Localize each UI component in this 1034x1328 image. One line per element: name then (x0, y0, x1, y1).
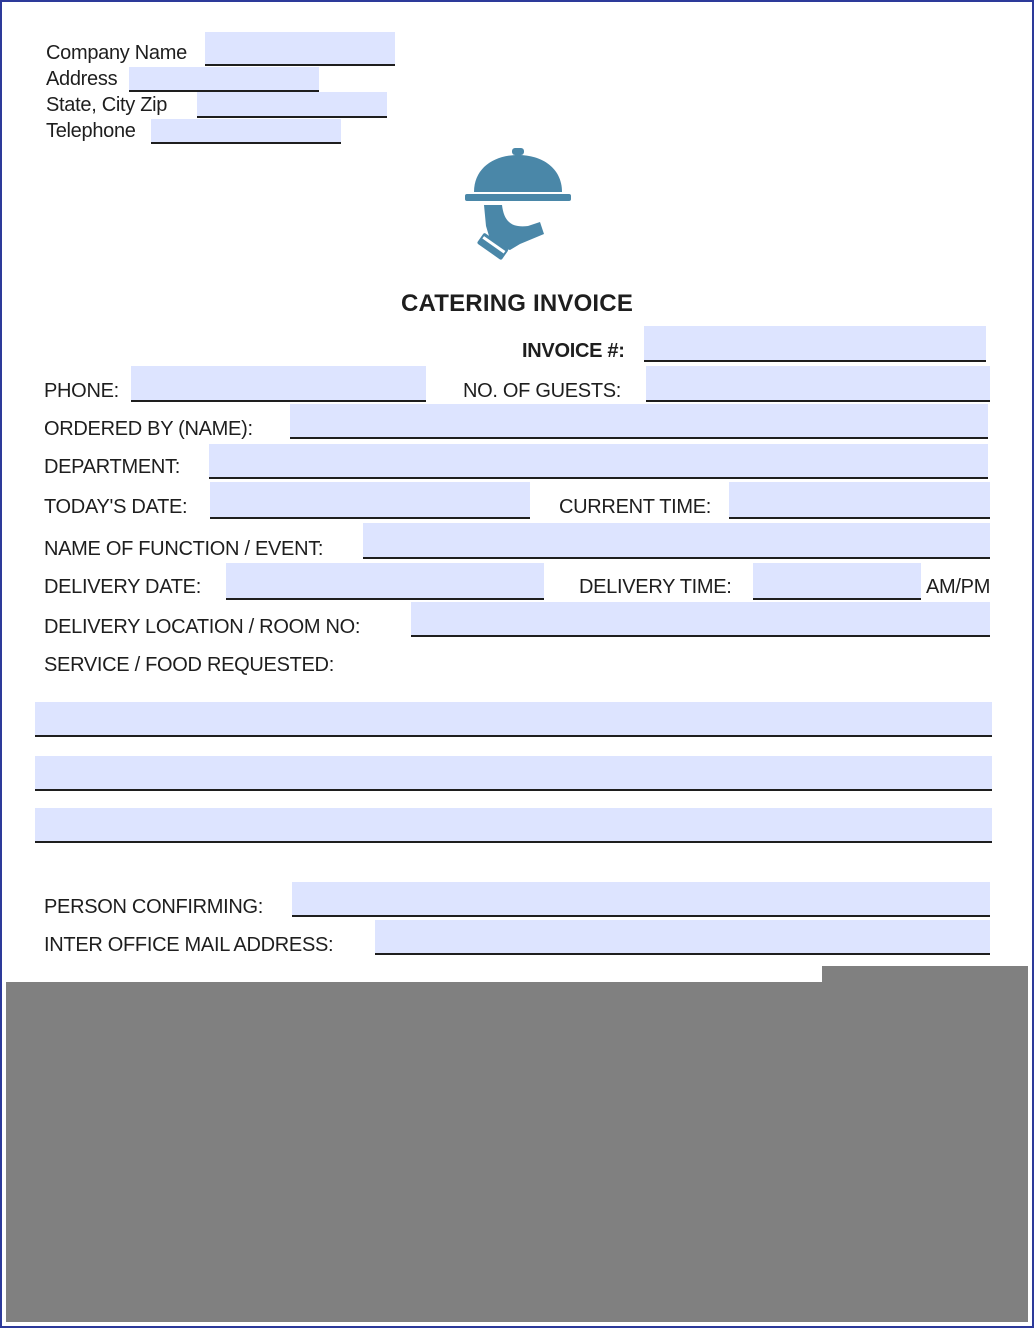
ampm-label: AM/PM (926, 576, 991, 598)
address-label: Address (46, 68, 118, 90)
mail-address-field[interactable] (375, 920, 990, 955)
logo-shape (465, 148, 571, 260)
delivery-time-label: DELIVERY TIME: (579, 576, 732, 598)
todays-date-label: TODAY'S DATE: (44, 496, 188, 518)
state-city-zip-field[interactable] (197, 92, 387, 118)
delivery-time-field[interactable] (753, 563, 921, 600)
company-name-label: Company Name (46, 42, 187, 64)
telephone-label: Telephone (46, 120, 136, 142)
address-field[interactable] (129, 67, 319, 92)
function-event-field[interactable] (363, 523, 990, 559)
service-food-line-3[interactable] (35, 808, 992, 843)
guests-label: NO. OF GUESTS: (463, 380, 622, 402)
mail-address-label: INTER OFFICE MAIL ADDRESS: (44, 934, 334, 956)
guests-field[interactable] (646, 366, 990, 402)
department-label: DEPARTMENT: (44, 456, 180, 478)
catering-cloche-icon (462, 146, 574, 264)
delivery-location-label: DELIVERY LOCATION / ROOM NO: (44, 616, 361, 638)
delivery-location-field[interactable] (411, 602, 990, 637)
invoice-number-label: INVOICE #: (522, 340, 625, 362)
gray-overlay (6, 982, 1028, 1322)
company-name-field[interactable] (205, 32, 395, 66)
delivery-date-field[interactable] (226, 563, 544, 600)
phone-field[interactable] (131, 366, 426, 402)
service-food-label: SERVICE / FOOD REQUESTED: (44, 654, 334, 676)
function-event-label: NAME OF FUNCTION / EVENT: (44, 538, 324, 560)
person-confirming-label: PERSON CONFIRMING: (44, 896, 264, 918)
telephone-field[interactable] (151, 119, 341, 144)
service-food-line-1[interactable] (35, 702, 992, 737)
todays-date-field[interactable] (210, 482, 530, 519)
current-time-label: CURRENT TIME: (559, 496, 712, 518)
department-field[interactable] (209, 444, 988, 479)
service-food-line-2[interactable] (35, 756, 992, 791)
document-title: CATERING INVOICE (400, 290, 634, 317)
state-city-zip-label: State, City Zip (46, 94, 168, 116)
ordered-by-label: ORDERED BY (NAME): (44, 418, 253, 440)
person-confirming-field[interactable] (292, 882, 990, 917)
invoice-number-field[interactable] (644, 326, 986, 362)
delivery-date-label: DELIVERY DATE: (44, 576, 201, 598)
phone-label: PHONE: (44, 380, 119, 402)
ordered-by-field[interactable] (290, 404, 988, 439)
current-time-field[interactable] (729, 482, 990, 519)
